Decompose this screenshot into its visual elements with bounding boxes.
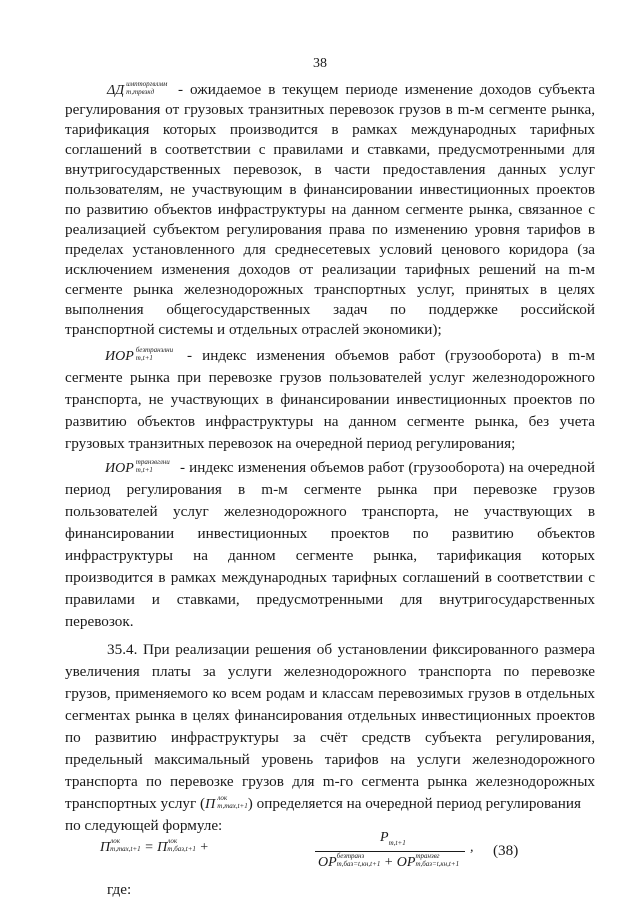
formula-base-indices [167, 837, 196, 853]
symbol-indices [126, 80, 167, 96]
text-line: 35.4. При реализации решения об установлении фиксированного размера [107, 641, 595, 658]
text-line: транспорта по перевозке грузов для m-го сегмента рынка железнодорожных [65, 773, 595, 790]
formula-lhs-indices [110, 837, 141, 853]
formula-sub: т,баз,t+1 [167, 845, 196, 853]
text-line: сегменте рынка при перевозке грузов пользователей услуг железнодорожного [65, 369, 595, 386]
text-line: по следующей формуле: [65, 817, 223, 834]
formula-sub: m,баз=t,кн,t+1 [336, 860, 381, 868]
text-line: регулирования от грузовых транзитных перевозок грузов в m-м сегменте рынка, [65, 101, 595, 118]
text-line: по развитию объектов инфраструктуры на данном сегменте рынка, связанное с [65, 201, 595, 218]
formula-den-a-indices [337, 852, 381, 868]
page-number: 38 [313, 56, 327, 71]
formula-numerator [380, 830, 406, 847]
symbol-sub: т,t+1 [135, 465, 153, 474]
symbol-indices [136, 458, 170, 474]
symbol-sub: т,max,t+1 [217, 801, 248, 810]
text-line: транспортной системы и отдельных отраслей экономики); [65, 321, 442, 338]
formula-base-main: П [157, 840, 168, 856]
text-line: правилами и ставками, предусмотренными для внутригосударственных [65, 591, 595, 608]
text-line: внутригосударственных перевозок, в части предоставления данных услуг [65, 161, 595, 178]
symbol-main: П [205, 797, 216, 812]
text-line: соглашений в соответствии с правилами и ставками, предусмотренными для [65, 141, 595, 158]
text-line: пользователям, не участвующим в финансировании инвестиционных проектов [65, 181, 595, 198]
equation-number: (38) [493, 842, 519, 859]
formula-sup: лок [110, 837, 121, 845]
formula-denominator [318, 852, 460, 871]
text-segment: ) определяется на очередной период регулирования [247, 795, 581, 812]
text-line: реализацией субъектом регулирования права по изменению уровня тарифов в [65, 221, 595, 238]
text-line: - индекс изменения объемов работ (грузооборота) в m-м [187, 347, 595, 364]
text-line: пользователей услуг железнодорожного транспорта, не участвующих в [65, 503, 595, 520]
formula-plus: + [199, 840, 209, 856]
formula-lhs [100, 837, 209, 856]
text-line: выполнения общегосударственных задач по поддержке российской [65, 301, 595, 318]
text-line: грузов, применяемого ко всем родам и классам перевозимых грузов в отдельных [65, 685, 595, 702]
formula-den-b-indices [415, 852, 459, 868]
text-line: перевозок. [65, 613, 134, 630]
text-segment: транспортных услуг ( [65, 795, 206, 812]
symbol-indices [217, 794, 248, 810]
text-line-with-symbol [65, 794, 595, 815]
formula-equals: = [144, 840, 154, 856]
text-line: инфраструктуры на данном сегменте рынка, тарификация которых [65, 547, 595, 564]
text-line: пределах установленного для среднесетевых условий ценового коридора (за [65, 241, 595, 258]
text-line: - ожидаемое в текущем периоде изменение доходов субъекта [178, 81, 595, 98]
formula-den-b: OP [396, 855, 416, 871]
text-line: грузовых транзитных перевозок на очередной период регулирования; [65, 435, 516, 452]
symbol-sup: лок [217, 793, 228, 802]
text-line: предельный максимальный уровень тарифов на услуги железнодорожного [65, 751, 595, 768]
symbol-sup: транзвглни [135, 457, 170, 466]
formula-plus: + [383, 855, 394, 871]
formula-den-a: OP [318, 855, 337, 871]
symbol-indices [136, 346, 173, 362]
formula-sup: лок [167, 837, 178, 845]
symbol-sup: импторгвлмм [126, 79, 168, 88]
symbol-main: ИОР [105, 461, 134, 476]
formula-sup: безтранз [336, 852, 365, 860]
text-line: по развитию инфраструктуры за счёт средств субъекта регулирования, [65, 729, 595, 746]
symbol-sub: т,трвзкд [126, 87, 155, 96]
formula-38 [100, 830, 588, 880]
formula-lhs-main: П [100, 840, 111, 856]
symbol-sup: безтранзлни [135, 345, 174, 354]
symbol-sub: т,t+1 [135, 353, 153, 362]
text-line: период регулирования в m-м сегменте рынка при перевозке грузов [65, 481, 595, 498]
symbol-main: ИОР [105, 349, 134, 364]
formula-sub: m,баз=t,кн,t+1 [415, 860, 460, 868]
text-line: сегменте рынка железнодорожных транспортных услуг, принятых в целях [65, 281, 595, 298]
text-line: производится в рамках международных тарифных соглашений в соответствии с [65, 569, 595, 586]
text-line: увеличения платы за услуги железнодорожного транспорта по перевозке [65, 663, 595, 680]
text-line: исключением изменения доходов от реализации тарифных решений на m-м [65, 261, 595, 278]
text-line: развитию объектов инфраструктуры на данном сегменте рынка, без учета [65, 413, 595, 430]
formula-sub: т,t+1 [388, 838, 406, 847]
formula-comma: , [470, 840, 474, 855]
text-line: - индекс изменения объемов работ (грузооборота) на очередной [180, 459, 595, 476]
text-line: транспорта, не участвующих в финансировании инвестиционных проектов по [65, 391, 595, 408]
where-label: где: [107, 881, 132, 898]
text-line: сегментах рынка в целях финансирования отдельных инвестиционных проектов [65, 707, 595, 724]
formula-sub: т,max,t+1 [110, 845, 141, 853]
text-line: финансировании инвестиционных проектов по развитию объектов [65, 525, 595, 542]
formula-sup: транзвг [415, 852, 440, 860]
symbol-main: ΔД [107, 83, 125, 98]
text-line: тарификация которых производится в рамках международных тарифных [65, 121, 595, 138]
formula-num-main: P [380, 830, 389, 845]
